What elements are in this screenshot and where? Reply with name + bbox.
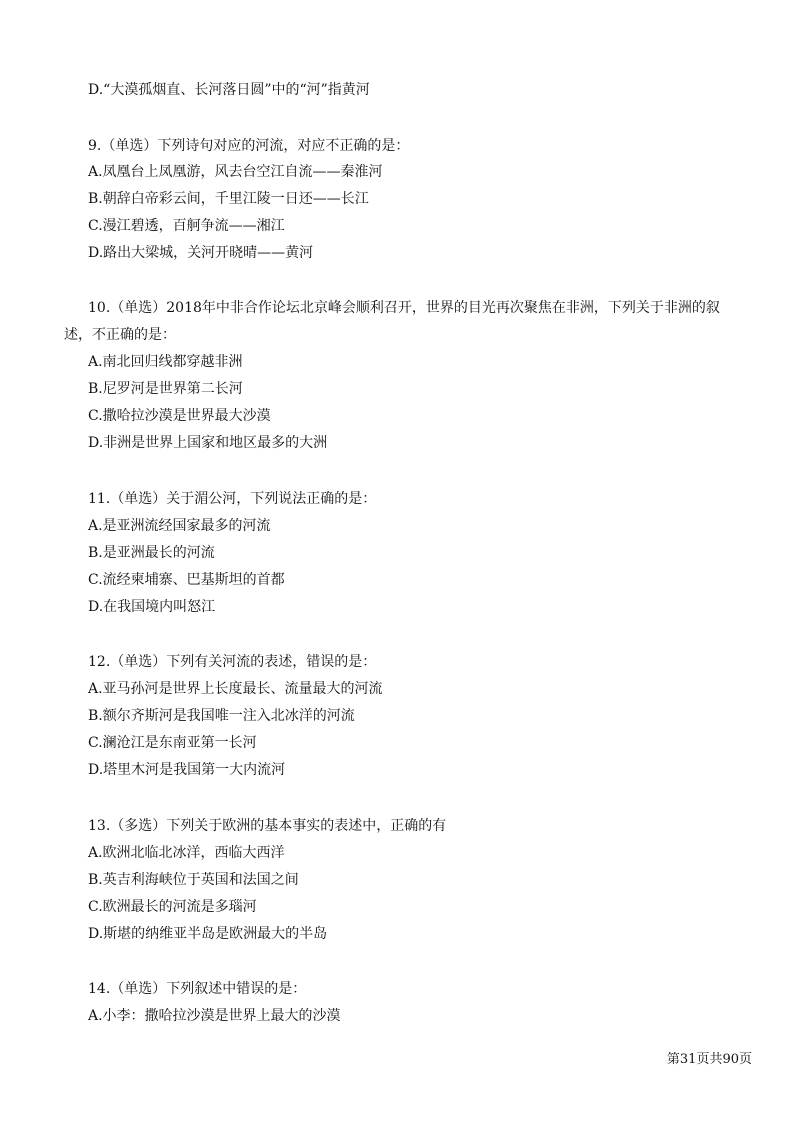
question-14-option-a: A.小李：撒哈拉沙漠是世界上最大的沙漠 bbox=[88, 1008, 341, 1024]
question-9-option-b: B.朝辞白帝彩云间，千里江陵一日还——长江 bbox=[88, 191, 369, 207]
question-12-stem: 12.（单选）下列有关河流的表述，错误的是： bbox=[88, 654, 377, 670]
question-10-stem-line-2: 述，不正确的是： bbox=[64, 327, 176, 343]
question-12-option-d: D.塔里木河是我国第一大内流河 bbox=[88, 762, 286, 778]
question-10-option-d: D.非洲是世界上国家和地区最多的大洲 bbox=[88, 435, 328, 451]
question-13-option-c: C.欧洲最长的河流是多瑙河 bbox=[88, 899, 257, 915]
question-11-option-d: D.在我国境内叫怒江 bbox=[88, 599, 216, 615]
question-9-option-a: A.凤凰台上凤凰游，风去台空江自流——秦淮河 bbox=[88, 164, 383, 180]
question-10-stem-line-1: 10.（单选）2018年中非合作论坛北京峰会顺利召开，世界的目光再次聚焦在非洲，下列关于非洲的叙 bbox=[88, 300, 720, 316]
question-12-option-b: B.额尔齐斯河是我国唯一注入北冰洋的河流 bbox=[88, 708, 355, 724]
question-11-option-a: A.是亚洲流经国家最多的河流 bbox=[88, 518, 271, 534]
prev-question-option-d: D.“大漠孤烟直、长河落日圆”中的“河”指黄河 bbox=[88, 82, 370, 98]
question-14-stem: 14.（单选）下列叙述中错误的是： bbox=[88, 981, 307, 997]
question-10-option-b: B.尼罗河是世界第二长河 bbox=[88, 381, 243, 397]
page-number: 第31页共90页 bbox=[666, 1052, 752, 1067]
question-9-stem: 9.（单选）下列诗句对应的河流，对应不正确的是： bbox=[88, 138, 410, 154]
question-10-option-a: A.南北回归线都穿越非洲 bbox=[88, 354, 243, 370]
question-13-option-b: B.英吉利海峡位于英国和法国之间 bbox=[88, 872, 299, 888]
question-10-option-c: C.撒哈拉沙漠是世界最大沙漠 bbox=[88, 408, 271, 424]
question-9-option-d: D.路出大梁城，关河开晓晴——黄河 bbox=[88, 245, 314, 261]
question-13-option-d: D.斯堪的纳维亚半岛是欧洲最大的半岛 bbox=[88, 926, 328, 942]
question-13-option-a: A.欧洲北临北冰洋，西临大西洋 bbox=[88, 845, 285, 861]
question-12-option-a: A.亚马孙河是世界上长度最长、流量最大的河流 bbox=[88, 681, 383, 697]
question-13-stem: 13.（多选）下列关于欧洲的基本事实的表述中，正确的有 bbox=[88, 818, 447, 834]
question-11-stem: 11.（单选）关于湄公河，下列说法正确的是： bbox=[88, 491, 377, 507]
question-9-option-c: C.漫江碧透，百舸争流——湘江 bbox=[88, 218, 285, 234]
question-11-option-b: B.是亚洲最长的河流 bbox=[88, 545, 215, 561]
question-11-option-c: C.流经柬埔寨、巴基斯坦的首都 bbox=[88, 572, 285, 588]
question-12-option-c: C.澜沧江是东南亚第一长河 bbox=[88, 735, 257, 751]
